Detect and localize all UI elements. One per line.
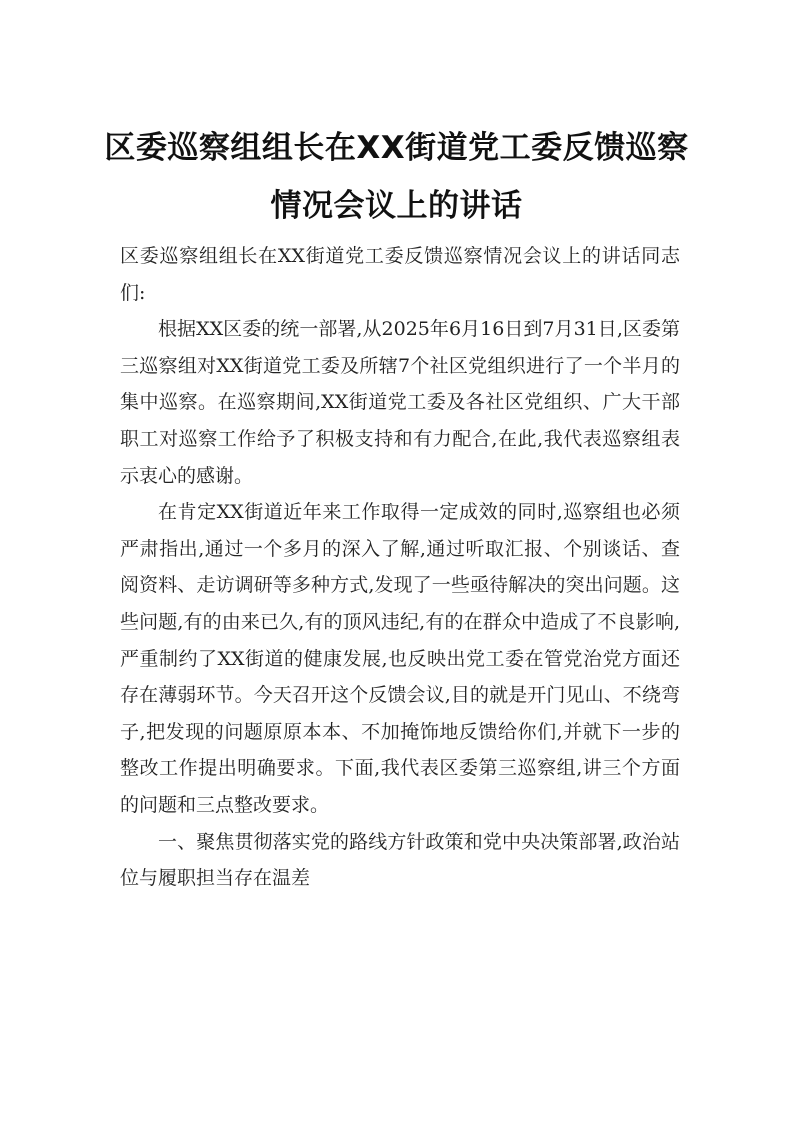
- document-body: [120, 238, 680, 897]
- opening-paragraph: 区委巡察组组长在XX街道党工委反馈巡察情况会议上的讲话同志们:: [120, 245, 680, 304]
- section-heading-one: 一、聚焦贯彻落实党的路线方针政策和党中央决策部署,政治站位与履职担当存在温差: [120, 830, 680, 890]
- paragraph-background: 根据XX区委的统一部署,从2025年6月16日到7月31日,区委第三巡察组对XX街道党工委及所辖7个社区党组织进行了一个半月的集中巡察。在巡察期间,XX街道党工委及各社区党组织、广大干部职工对巡察工作给予了积极支持和有力配合,在此,我代表巡察组表示衷心的感谢。: [120, 318, 680, 487]
- document-title: 区委巡察组组长在XX街道党工委反馈巡察情况会议上的讲话: [104, 130, 689, 224]
- paragraph-problems-overview: 在肯定XX街道近年来工作取得一定成效的同时,巡察组也必须严肃指出,通过一个多月的深入了解,通过听取汇报、个别谈话、查阅资料、走访调研等多种方式,发现了一些亟待解决的突出问题。这些问题,有的由来已久,有的顶风违纪,有的在群众中造成了不良影响,严重制约了XX街道的健康发展,也反映出党工委在管党治党方面还存在薄弱环节。今天召开这个反馈会议,目的就是开门见山、不绕弯子,把发现的问题原原本本、不加掩饰地反馈给你们,并就下一步的整改工作提出明确要求。下面,我代表区委第三巡察组,讲三个方面的问题和三点整改要求。: [120, 501, 680, 816]
